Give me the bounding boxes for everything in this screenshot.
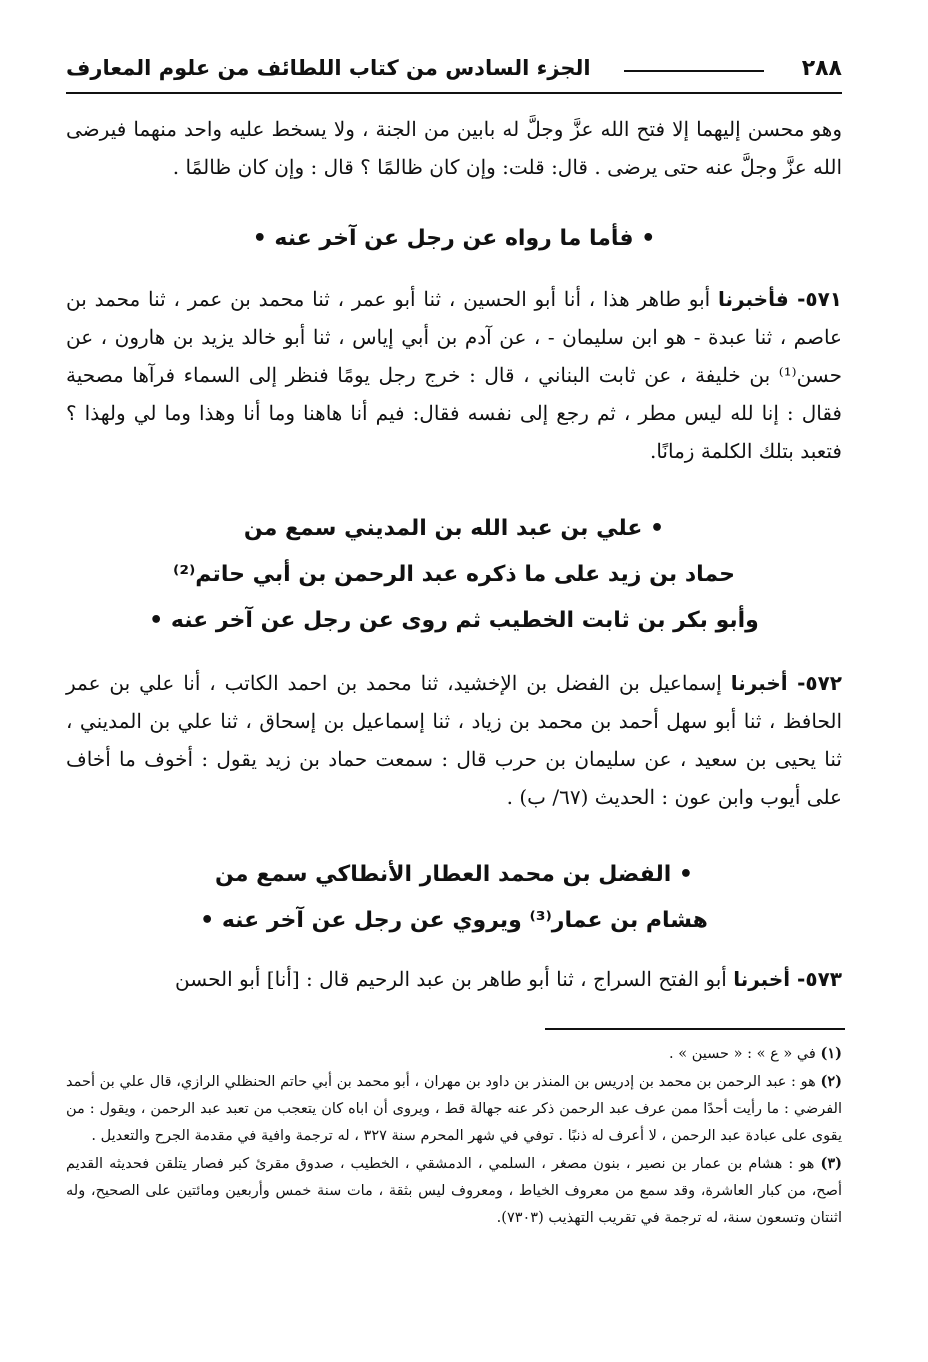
heading-line: هشام بن عمار⁽³⁾ ويروي عن رجل عن آخر عنه •	[200, 908, 708, 933]
hadith-number: ٥٧٢- أخبرنا	[730, 671, 842, 695]
hadith-number: ٥٧٣- أخبرنا	[733, 967, 842, 991]
footnote-3: (٣) هو : هشام بن عمار بن نصير ، بنون مصغر ، السلمي ، الدمشقي ، الخطيب ، صدوق مقرئ كبر فصار يتلقن فحديثه القديم أصح، من كبار العاشرة، وقد سمع من معروف الخياط ، ومعروف ليس بثقة ، مات سنة خمس وأربعين ومائتين على الصحيح، وله اثنتان وتسعون سنة، له ترجمة في تقريب التهذيب (٧٣٠٣).	[66, 1155, 842, 1226]
footnotes	[66, 1040, 842, 1232]
section-heading-2	[66, 506, 842, 644]
hadith-number: ٥٧١- فأخبرنا	[718, 287, 842, 311]
running-title: الجزء السادس من كتاب اللطائف من علوم المعارف	[66, 56, 591, 80]
heading-line: • فأما ما رواه عن رجل عن آخر عنه •	[252, 226, 656, 251]
page-number: ٢٨٨	[801, 56, 842, 81]
header-rule	[624, 70, 764, 72]
heading-line: • علي بن عبد الله بن المديني سمع من	[243, 516, 665, 541]
footnote-1: (١) في « ع » : « حسين » .	[669, 1045, 842, 1062]
hadith-text: أبو الفتح السراج ، ثنا أبو طاهر بن عبد الرحيم قال : [أنا] أبو الحسن	[175, 967, 734, 991]
hadith-573	[66, 960, 842, 998]
intro-paragraph: وهو محسن إليهما إلا فتح الله عزَّ وجلَّ له بابين من الجنة ، ولا يسخط عليه واحد منهما فيرضى الله عزَّ وجلَّ عنه حتى يرضى . قال: قلت: وإن كان ظالمًا ؟ قال : وإن كان ظالمًا .	[66, 117, 842, 179]
heading-line: حماد بن زيد على ما ذكره عبد الرحمن بن أبي حاتم⁽²⁾	[172, 562, 736, 587]
page-header	[66, 52, 842, 94]
section-heading-3	[66, 852, 842, 944]
section-heading-1	[66, 216, 842, 262]
heading-line: وأبو بكر بن ثابت الخطيب ثم روى عن رجل عن آخر عنه •	[149, 608, 759, 633]
hadith-571	[66, 280, 842, 470]
hadith-text: أبو طاهر هذا ، أنا أبو الحسين ، ثنا أبو عمر ، ثنا محمد بن عمر ، ثنا محمد بن عاصم ، ثنا عبدة - هو ابن سليمان - ، عن آدم بن أبي إياس ، ثنا أبو خالد يزيد بن هارون ، عن حسن⁽¹⁾ بن خليفة ، عن ثابت البناني ، قال : خرج رجل يومًا فنظر إلى السماء فرآها مصحية فقال : إنا لله ليس مطر ، ثم رجع إلى نفسه فقال: فيم أنا هاهنا وما أنا وهذا وما لي ولهذا ؟ فتعبد بتلك الكلمة زمانًا.	[66, 287, 842, 463]
footnote-2: (٢) هو : عبد الرحمن بن محمد بن إدريس بن المنذر بن داود بن مهران ، أبو محمد بن أبي حاتم الحنظلي الرازي، قال علي بن أحمد الفرضي : ما رأيت أحدًا ممن عرف عبد الرحمن ذكر عنه جهالة قط ، ويروى أن اباه كان يتعجب من تعبد عبد الرحمن ، ويقول : من يقوى على عبادة عبد الرحمن ، لا أعرف له ذنبًا . توفي في شهر المحرم سنة ٣٢٧ ، له ترجمة وافية في مقدمة الجرح والتعديل .	[66, 1073, 842, 1144]
footnote-separator	[545, 1028, 845, 1030]
hadith-text: إسماعيل بن الفضل بن الإخشيد، ثنا محمد بن احمد الكاتب ، أنا علي بن عمر الحافظ ، ثنا أبو سهل أحمد بن محمد بن زياد ، ثنا إسماعيل بن إسحاق ، ثنا علي بن المديني ، ثنا يحيى بن سعيد ، عن سليمان بن حرب قال : سمعت حماد بن زيد يقول : أخوف ما أخاف على أيوب وابن عون : الحديث (٦٧/ ب) .	[66, 671, 842, 809]
heading-line: • الفضل بن محمد العطار الأنطاكي سمع من	[215, 862, 693, 887]
hadith-572	[66, 664, 842, 816]
